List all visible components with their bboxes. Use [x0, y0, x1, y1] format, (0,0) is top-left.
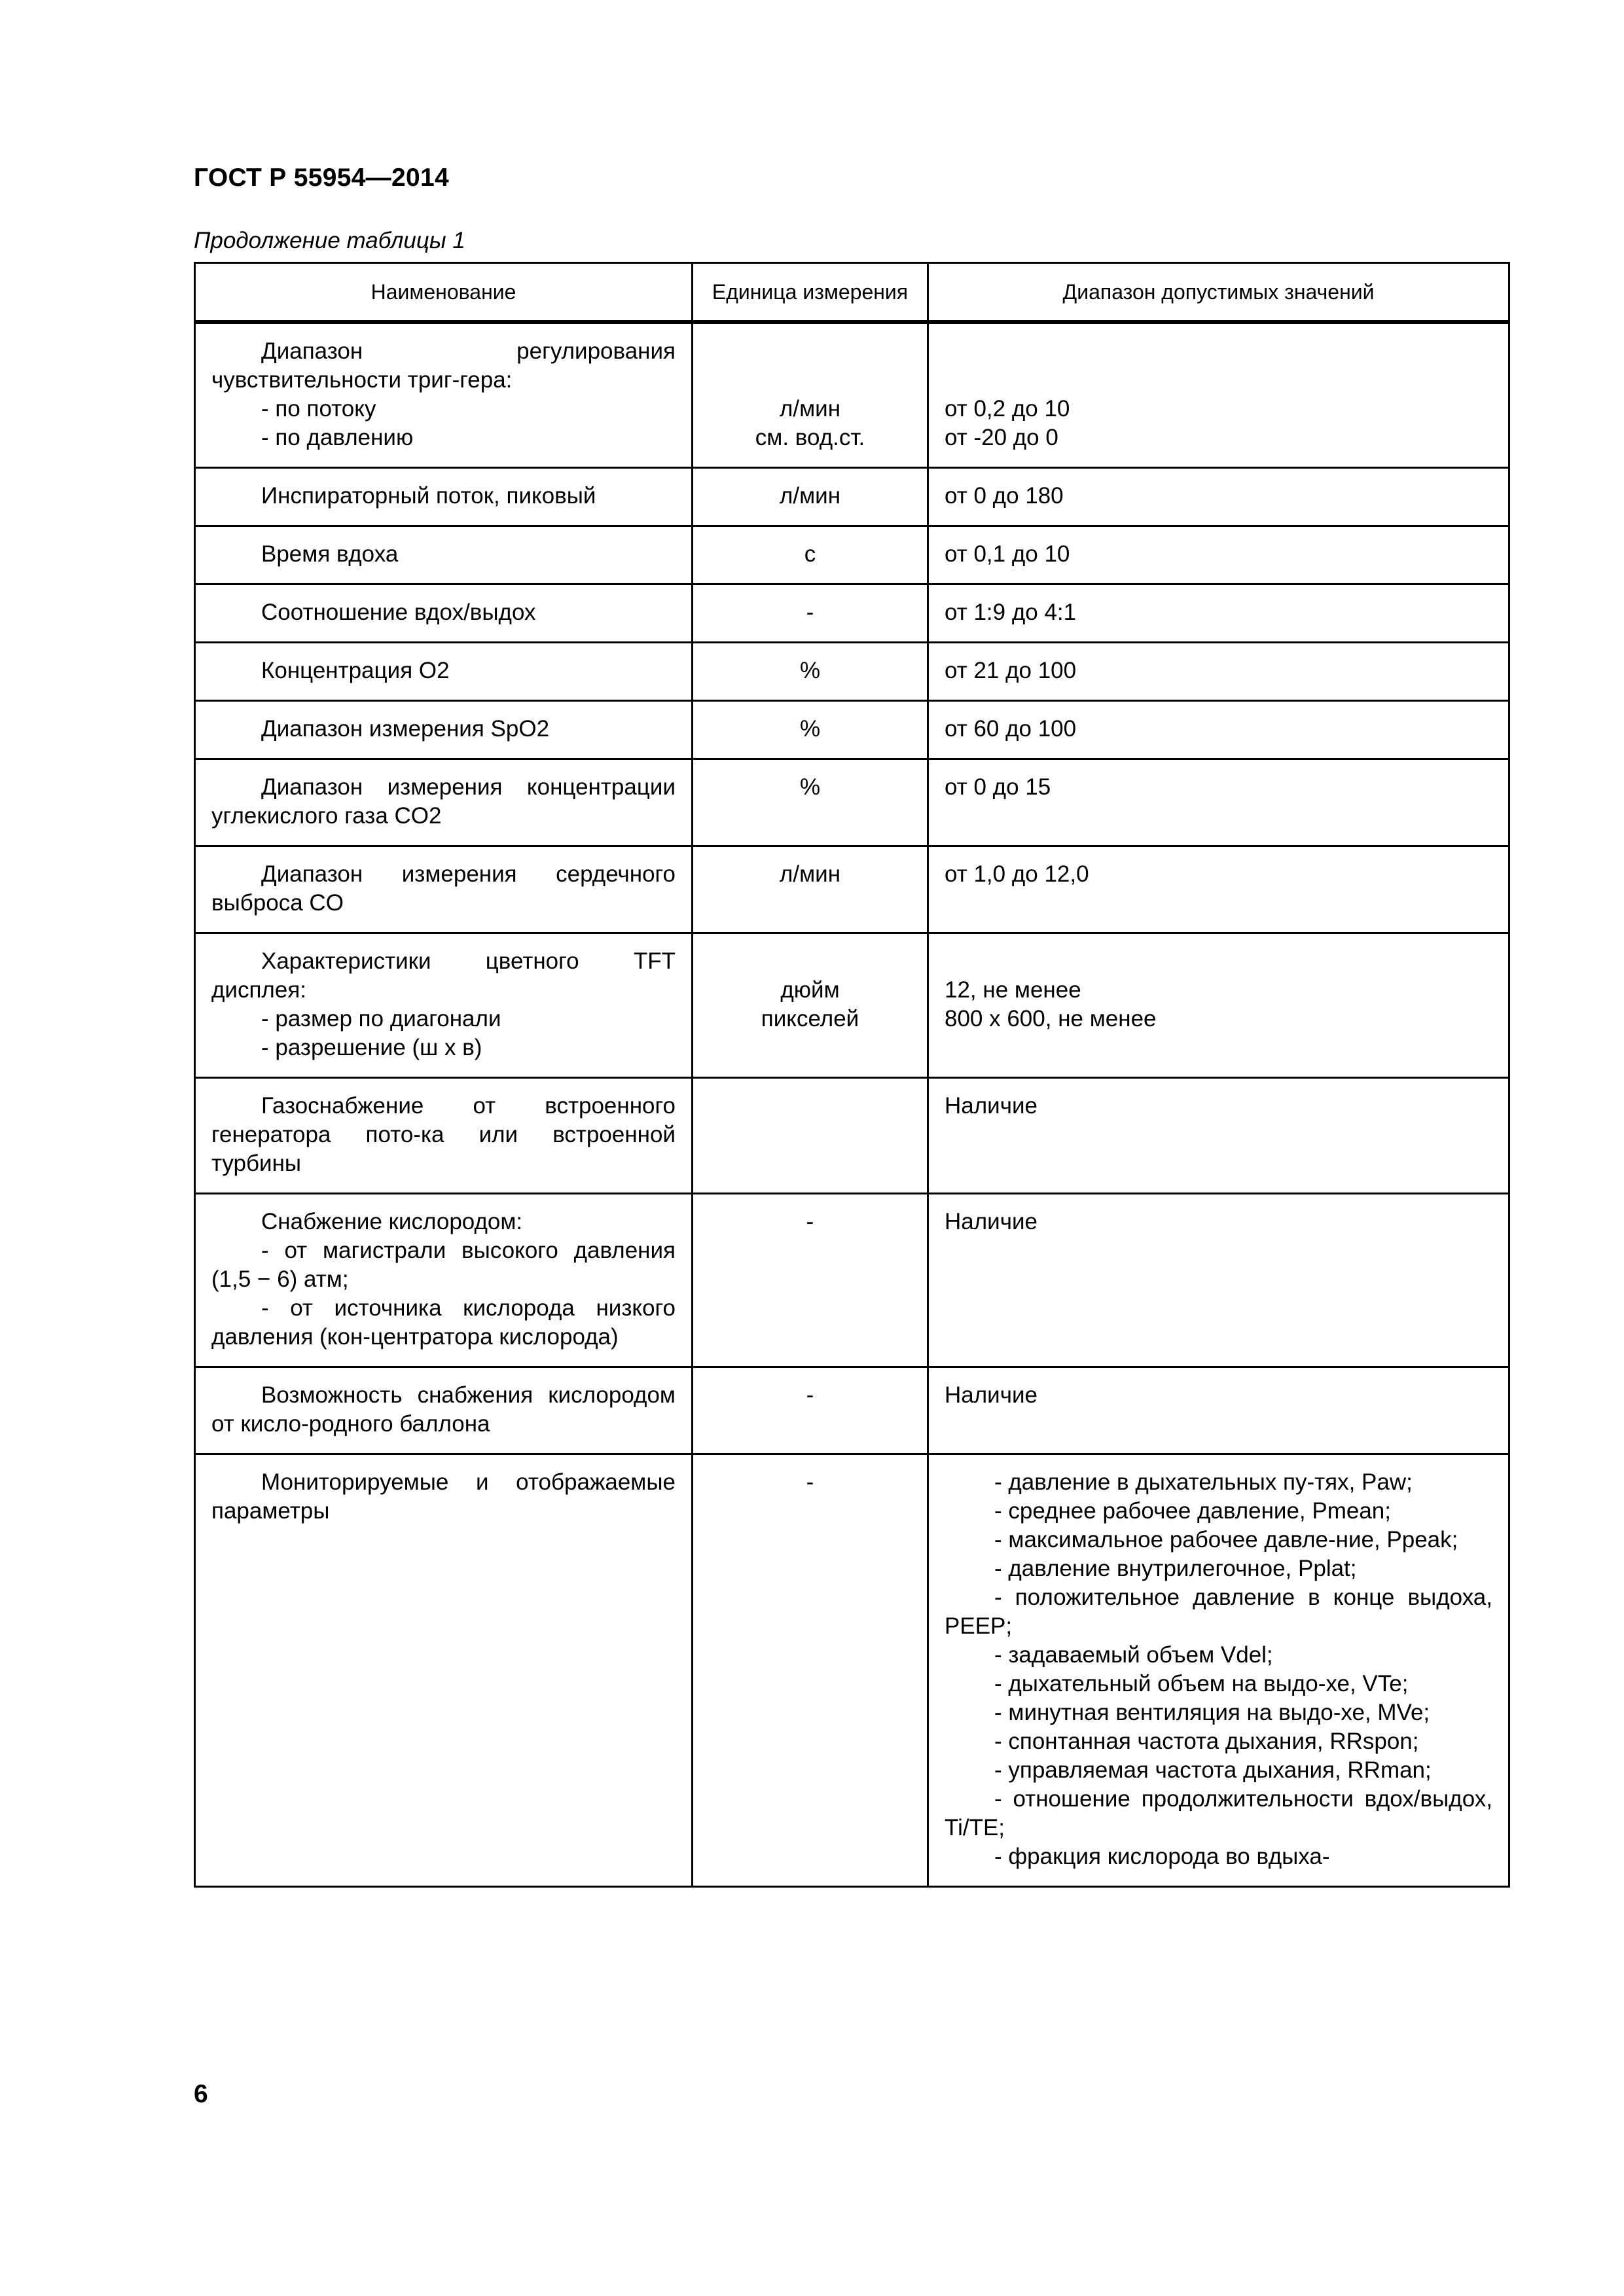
spec-table — [194, 262, 1510, 1888]
name-text: Возможность снабжения кислородом от кисло-родного баллона — [211, 1382, 676, 1437]
parameter-item: - управляемая частота дыхания, RRman; — [994, 1757, 1432, 1783]
range-text: от 0 до 180 — [945, 483, 1064, 509]
unit-text: - — [806, 1469, 814, 1495]
name-text: Диапазон измерения концентрации углекислого газа CO2 — [211, 774, 676, 829]
cell-range — [928, 468, 1509, 526]
unit-text: л/мин — [779, 861, 841, 887]
column-header-unit: Единица измерения — [693, 263, 928, 323]
parameter-item: - фракция кислорода во вдыха- — [994, 1844, 1330, 1869]
table-row — [195, 701, 1509, 759]
range-text: Наличие — [945, 1382, 1038, 1408]
cell-name — [195, 643, 693, 701]
table-row — [195, 1194, 1509, 1367]
cell-unit — [693, 643, 928, 701]
cell-unit — [693, 846, 928, 933]
parameter-item: - положительное давление в конце выдоха, PEEP; — [945, 1585, 1492, 1639]
name-text: Характеристики цветного TFT дисплея: — [211, 948, 676, 1003]
unit-text: л/мин — [779, 396, 841, 422]
cell-name — [195, 1078, 693, 1194]
cell-range — [928, 526, 1509, 584]
cell-name — [195, 933, 693, 1078]
cell-range — [928, 846, 1509, 933]
range-text: от -20 до 0 — [945, 425, 1058, 450]
cell-range-parameter-list — [928, 1454, 1509, 1887]
parameter-item: - давление в дыхательных пу-тях, Paw; — [994, 1469, 1413, 1495]
column-header-range: Диапазон допустимых значений — [928, 263, 1509, 323]
range-text: 12, не менее — [945, 977, 1081, 1003]
unit-text: % — [799, 774, 821, 800]
cell-name — [195, 759, 693, 846]
unit-text: пикселей — [761, 1006, 859, 1031]
unit-text: - — [806, 1382, 814, 1408]
cell-unit — [693, 584, 928, 643]
cell-unit — [693, 468, 928, 526]
table-row — [195, 1078, 1509, 1194]
cell-range — [928, 1194, 1509, 1367]
range-text: от 21 до 100 — [945, 658, 1077, 683]
unit-text: л/мин — [779, 483, 841, 509]
name-text: Диапазон регулирования чувствительности триг-гера: — [211, 338, 676, 393]
cell-unit — [693, 322, 928, 468]
cell-unit — [693, 1078, 928, 1194]
range-text: Наличие — [945, 1209, 1038, 1234]
range-text: от 60 до 100 — [945, 716, 1077, 742]
table-row — [195, 1454, 1509, 1887]
name-text: Диапазон измерения SpO2 — [261, 716, 550, 742]
range-text: от 1,0 до 12,0 — [945, 861, 1089, 887]
table-row — [195, 526, 1509, 584]
cell-name — [195, 1454, 693, 1887]
table-row — [195, 933, 1509, 1078]
name-text: Соотношение вдох/выдох — [261, 600, 536, 625]
cell-range — [928, 701, 1509, 759]
name-text: Мониторируемые и отображаемые параметры — [211, 1469, 676, 1524]
table-row — [195, 759, 1509, 846]
name-subitem: - от источника кислорода низкого давления (кон-центратора кислорода) — [211, 1295, 676, 1350]
cell-unit — [693, 933, 928, 1078]
name-subitem: - от магистрали высокого давления (1,5 − 6) атм; — [211, 1238, 676, 1292]
cell-name — [195, 584, 693, 643]
range-text: от 0 до 15 — [945, 774, 1051, 800]
name-text: Газоснабжение от встроенного генератора пото-ка или встроенной турбины — [211, 1093, 676, 1176]
range-text: от 0,2 до 10 — [945, 396, 1070, 422]
table-caption: Продолжение таблицы 1 — [194, 228, 465, 253]
range-text: Наличие — [945, 1093, 1038, 1119]
page-number: 6 — [194, 2080, 208, 2108]
cell-name — [195, 846, 693, 933]
cell-unit — [693, 759, 928, 846]
parameter-item: - дыхательный объем на выдо-хе, VTe; — [994, 1671, 1409, 1696]
cell-unit — [693, 701, 928, 759]
parameter-item: - среднее рабочее давление, Pmean; — [994, 1498, 1391, 1524]
table-row — [195, 468, 1509, 526]
name-text: Концентрация O2 — [261, 658, 450, 683]
name-text: Снабжение кислородом: — [261, 1209, 523, 1234]
name-subitem: - по потоку — [261, 396, 376, 422]
cell-name — [195, 322, 693, 468]
table-row — [195, 322, 1509, 468]
cell-range — [928, 1078, 1509, 1194]
unit-text: - — [806, 600, 814, 625]
parameter-item: - минутная вентиляция на выдо-хе, MVe; — [994, 1700, 1430, 1725]
parameter-item: - давление внутрилегочное, Pplat; — [994, 1556, 1357, 1581]
unit-text: дюйм — [780, 977, 840, 1003]
range-text: от 0,1 до 10 — [945, 541, 1070, 567]
range-text: от 1:9 до 4:1 — [945, 600, 1077, 625]
cell-name — [195, 1367, 693, 1454]
table-row — [195, 584, 1509, 643]
column-header-name: Наименование — [195, 263, 693, 323]
cell-name — [195, 526, 693, 584]
cell-name — [195, 701, 693, 759]
table-row — [195, 846, 1509, 933]
unit-text: % — [799, 716, 821, 742]
cell-name — [195, 1194, 693, 1367]
name-text: Диапазон измерения сердечного выброса CO — [211, 861, 676, 916]
parameter-item: - спонтанная частота дыхания, RRspon; — [994, 1729, 1419, 1754]
cell-name — [195, 468, 693, 526]
cell-unit — [693, 1194, 928, 1367]
name-subitem: - по давлению — [261, 425, 414, 450]
cell-unit — [693, 526, 928, 584]
cell-unit — [693, 1454, 928, 1887]
cell-unit — [693, 1367, 928, 1454]
table-row — [195, 1367, 1509, 1454]
unit-text: - — [806, 1209, 814, 1234]
name-text: Инспираторный поток, пиковый — [261, 483, 596, 509]
unit-text: см. вод.ст. — [755, 425, 865, 450]
table-row — [195, 643, 1509, 701]
cell-range — [928, 322, 1509, 468]
document-header: ГОСТ Р 55954—2014 — [194, 164, 449, 192]
parameter-item: - отношение продолжительности вдох/выдох, Ti/TE; — [945, 1786, 1492, 1840]
cell-range — [928, 643, 1509, 701]
cell-range — [928, 759, 1509, 846]
range-text: 800 х 600, не менее — [945, 1006, 1157, 1031]
name-subitem: - размер по диагонали — [261, 1006, 501, 1031]
name-subitem: - разрешение (ш х в) — [261, 1035, 482, 1060]
cell-range — [928, 1367, 1509, 1454]
table-header-row — [195, 263, 1509, 323]
unit-text: % — [799, 658, 821, 683]
name-text: Время вдоха — [261, 541, 399, 567]
parameter-item: - задаваемый объем Vdel; — [994, 1642, 1273, 1668]
parameter-item: - максимальное рабочее давле-ние, Ppeak; — [994, 1527, 1458, 1552]
unit-text: с — [804, 541, 816, 567]
cell-range — [928, 584, 1509, 643]
cell-range — [928, 933, 1509, 1078]
